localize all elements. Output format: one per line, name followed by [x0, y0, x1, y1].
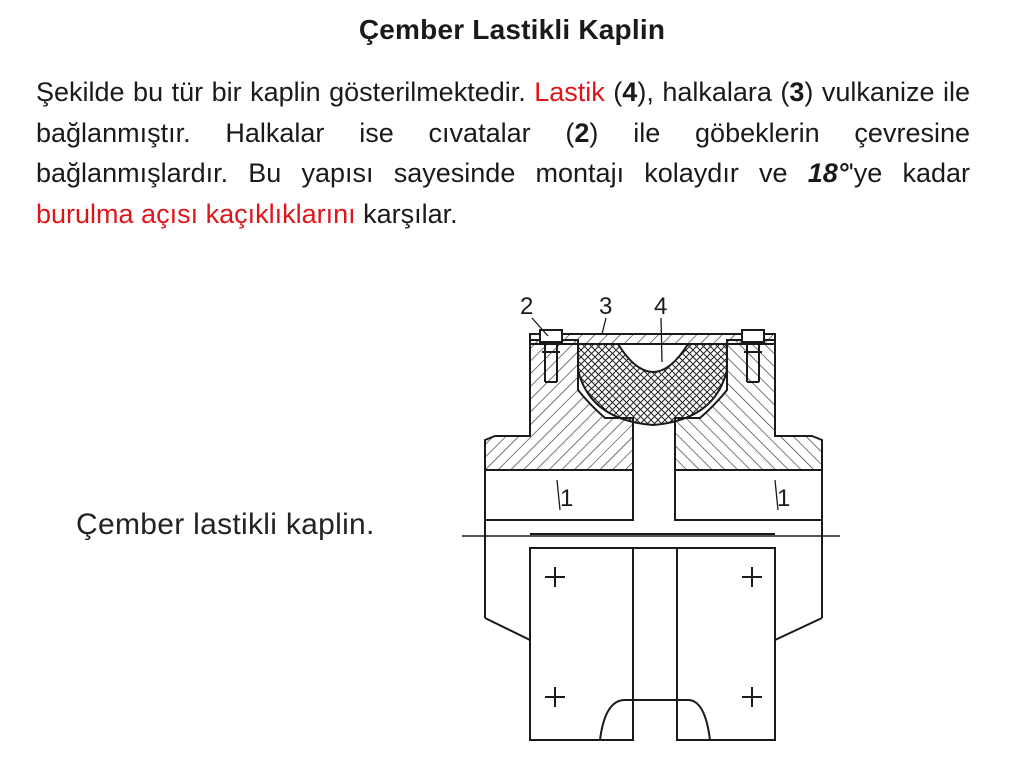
text-run: karşılar.	[355, 198, 458, 229]
ref-number: 4	[622, 77, 638, 107]
ref-number: 3	[789, 77, 805, 107]
label-bolt: 2	[520, 293, 534, 320]
label-rubber: 4	[654, 293, 668, 320]
slide-title: Çember Lastikli Kaplin	[358, 14, 666, 45]
highlight-lastik: Lastik	[534, 77, 605, 107]
text-run: (	[604, 77, 623, 107]
hub-right-bore	[675, 470, 822, 520]
text-run: Şekilde bu tür bir kaplin gösterilmektedir.	[36, 77, 535, 107]
label-ring: 3	[599, 293, 613, 320]
label-hub-left: 1	[560, 485, 574, 512]
text-run: ) vulkanize ile bağlanmıştır. Halkalar ise cıvatalar (	[36, 77, 970, 148]
text-run: ) ile göbeklerin çevresine bağlanmışlardır. Bu yapısı sayesinde montajı kolaydır ve	[36, 117, 970, 188]
ref-number: 2	[574, 117, 590, 148]
text-run: ), halkalara (	[637, 77, 790, 107]
angle-value: 18°	[807, 158, 849, 188]
text-run: 'ye kadar	[848, 158, 970, 188]
label-hub-right: 1	[777, 485, 791, 512]
highlight-burulma: burulma açısı kaçıklıklarını	[36, 198, 356, 229]
figure-caption: Çember lastikli kaplin.	[76, 508, 375, 541]
ring-part	[530, 334, 775, 344]
